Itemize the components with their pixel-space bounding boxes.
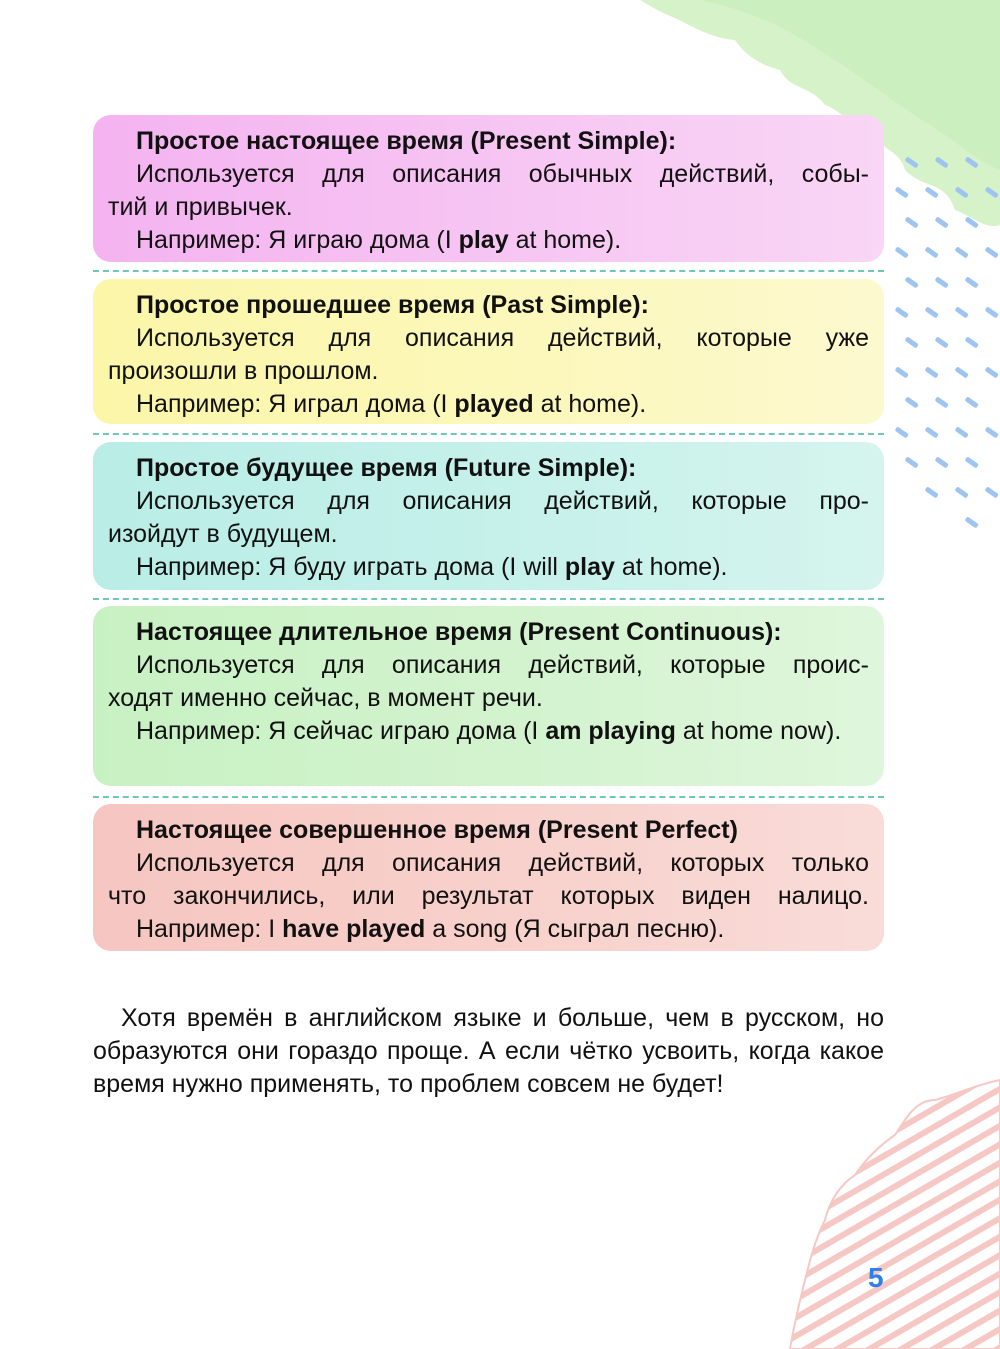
section-divider	[93, 598, 884, 600]
card-example: Например: Я играл дома (I played at home).	[136, 390, 647, 418]
tense-card-present-continuous	[93, 606, 884, 786]
conclusion-paragraph: Хотя времён в английском языке и больше, чем в русском, но образуются они гораздо проще. А если чётко усвоить, когда какое время нужно применять, то проблем совсем не будет!	[93, 1004, 884, 1098]
tense-card-present-simple	[93, 115, 884, 262]
card-description-line: произошли в прошлом.	[108, 357, 379, 385]
card-title: Настоящее длительное время (Present Continuous):	[136, 618, 782, 646]
example-verb: am playing	[545, 717, 676, 745]
tense-card-past-simple	[93, 279, 884, 424]
card-description-line: изойдут в будущем.	[108, 520, 338, 548]
card-title: Простое прошедшее время (Past Simple):	[136, 291, 649, 319]
example-verb: have played	[282, 915, 426, 943]
card-title: Простое настоящее время (Present Simple):	[136, 127, 677, 155]
tense-card-future-simple	[93, 442, 884, 590]
page-number: 5	[868, 1262, 884, 1293]
card-description-line: тий и привычек.	[108, 193, 293, 221]
card-description-line: Используется для описания действий, которых только	[136, 849, 869, 877]
card-description-line: Используется для описания обычных действий, собы-	[136, 160, 869, 188]
card-description-line: Используется для описания действий, которые проис-	[136, 651, 869, 679]
card-example: Например: Я играю дома (I play at home).	[136, 226, 622, 254]
example-verb: played	[454, 390, 534, 418]
example-verb: play	[564, 553, 615, 581]
pink-striped-blob	[790, 1080, 1000, 1349]
card-description-line: Используется для описания действий, которые уже	[136, 324, 869, 352]
section-divider	[93, 796, 884, 798]
card-example: Например: Я буду играть дома (I will play at home).	[136, 553, 728, 581]
card-description-line: Используется для описания действий, которые про-	[136, 487, 869, 515]
example-verb: play	[458, 226, 509, 254]
card-example: Например: Я сейчас играю дома (I am playing at home now).	[136, 717, 842, 745]
card-title: Простое будущее время (Future Simple):	[136, 454, 637, 482]
card-example: Например: I have played a song (Я сыграл песню).	[136, 915, 725, 943]
section-divider	[93, 270, 884, 272]
section-divider	[93, 433, 884, 435]
card-title: Настоящее совершенное время (Present Perfect)	[136, 816, 738, 844]
card-description-line: что закончились, или результат которых виден налицо.	[108, 882, 869, 910]
card-description-line: ходят именно сейчас, в момент речи.	[108, 684, 543, 712]
tense-card-present-perfect	[93, 804, 884, 951]
